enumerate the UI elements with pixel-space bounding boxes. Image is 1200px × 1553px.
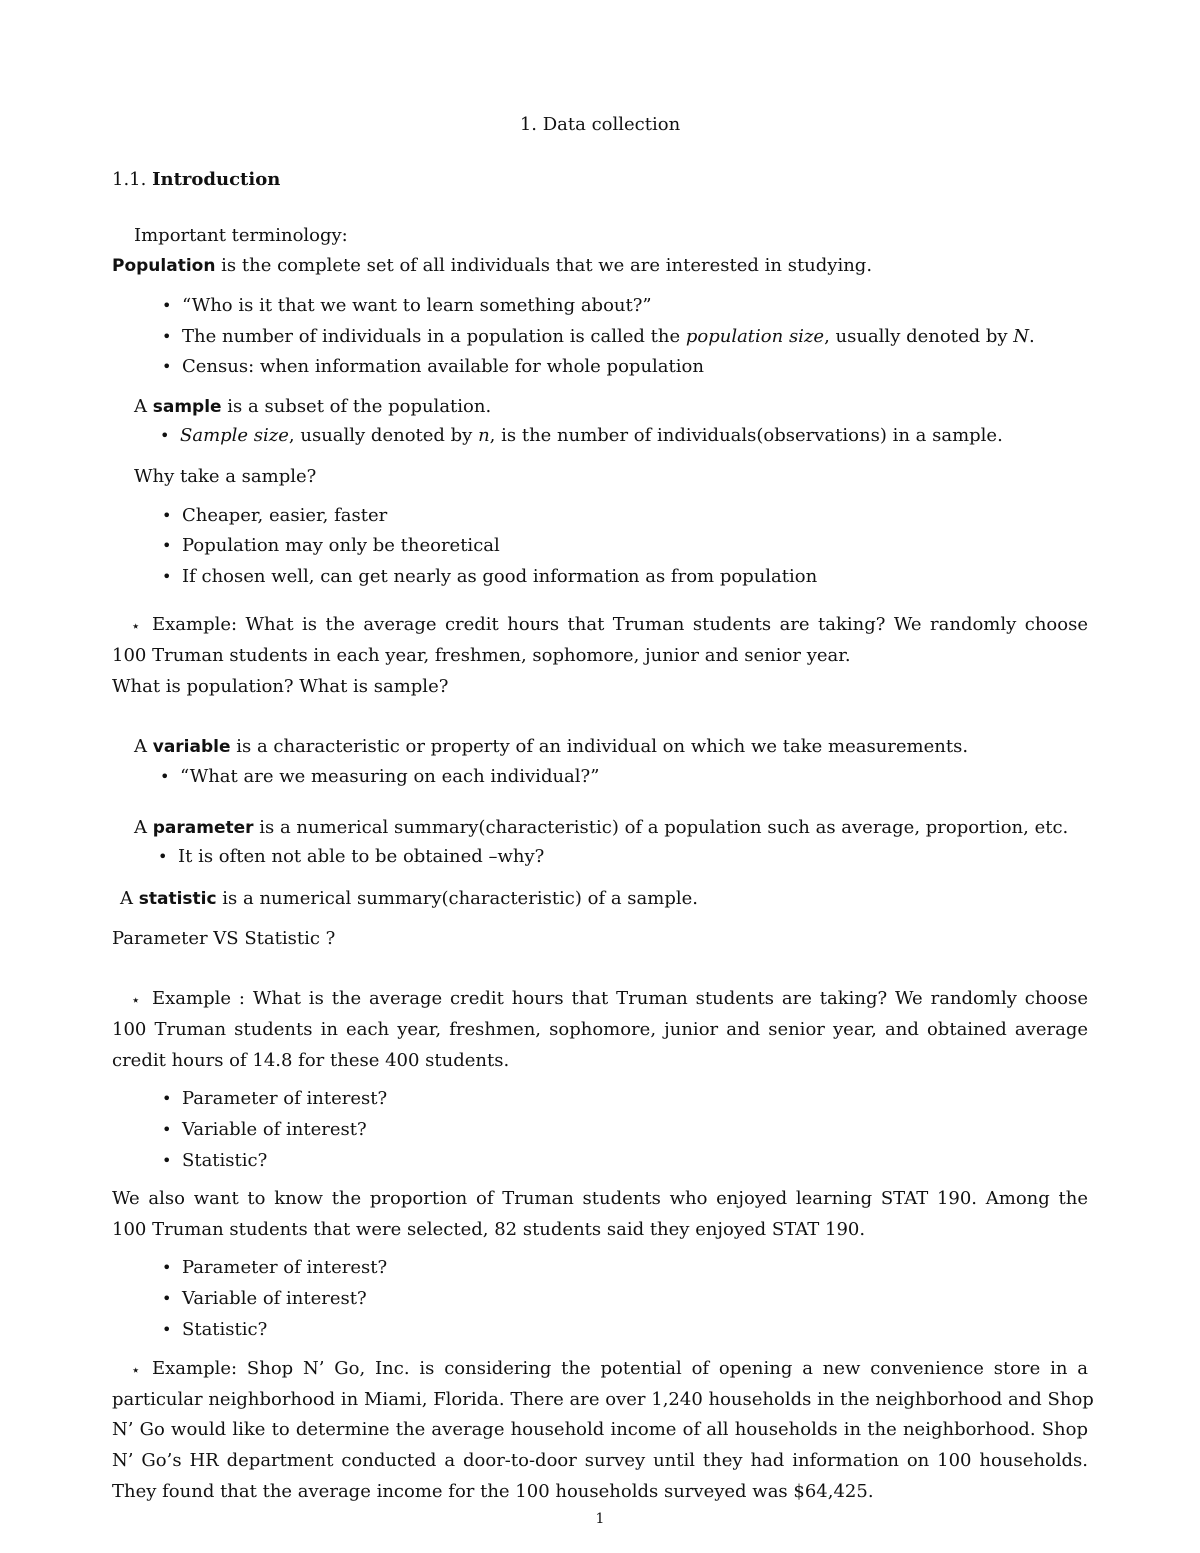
- parameter-def-text: is a numerical summary(characteristic) of a population such as average, proportion, etc.: [253, 817, 1069, 838]
- example-3-bullet-1: • Parameter of interest?: [182, 1257, 387, 1279]
- example-2-bullet-2: • Variable of interest?: [182, 1119, 367, 1141]
- population-size-term: population size: [685, 326, 825, 347]
- example-3-bullet-3: • Statistic?: [182, 1319, 267, 1341]
- example-1-line-3: What is population? What is sample?: [112, 676, 449, 697]
- population-bullet-2-mid: , usually denoted by: [824, 326, 1014, 347]
- example-2-line-1: Example : What is the average credit hours that Truman students are taking? We randomly choose: [152, 988, 1088, 1009]
- example-2-line-2: 100 Truman students in each year, freshmen, sophomore, junior and senior year, and obtained average: [112, 1019, 1088, 1040]
- star-icon: ⋆: [131, 617, 141, 635]
- sample-term: sample: [152, 397, 222, 417]
- statistic-definition: [120, 888, 698, 910]
- page-number: 1: [595, 1511, 605, 1527]
- population-bullet-2-text: The number of individuals in a population is called the: [182, 326, 686, 347]
- variable-def-text: is a characteristic or property of an individual on which we take measurements.: [230, 736, 969, 757]
- sample-def-prefix: A: [134, 396, 153, 417]
- population-size-symbol: N: [1013, 326, 1029, 347]
- parameter-vs-statistic: Parameter VS Statistic ?: [112, 928, 336, 949]
- example-3-line-2: 100 Truman students that were selected, 82 students said they enjoyed STAT 190.: [112, 1219, 866, 1240]
- variable-term: variable: [152, 737, 231, 757]
- sample-size-term: Sample size: [180, 425, 289, 446]
- example-4-line-4: N’ Go’s HR department conducted a door-to-door survey until they had information on 100 households.: [112, 1450, 1088, 1471]
- section-number: 1.1.: [112, 169, 147, 190]
- intro-text: Important terminology:: [134, 225, 348, 246]
- sample-size-symbol: n: [478, 425, 490, 446]
- statistic-term: statistic: [138, 889, 217, 909]
- example-2-line-3: credit hours of 14.8 for these 400 students.: [112, 1050, 510, 1071]
- example-4-line-2: particular neighborhood in Miami, Florida. There are over 1,240 households in the neighborhood and Shop: [112, 1389, 1094, 1410]
- example-1-line-2: 100 Truman students in each year, freshmen, sophomore, junior and senior year.: [112, 645, 851, 666]
- sample-definition: [134, 396, 491, 418]
- page-title: [0, 114, 1200, 136]
- population-term: Population: [112, 256, 216, 276]
- variable-bullet-1: • “What are we measuring on each individual?”: [180, 766, 599, 788]
- example-1-line-1: Example: What is the average credit hours that Truman students are taking? We randomly choose: [152, 614, 1088, 635]
- parameter-bullet-1: • It is often not able to be obtained –why?: [178, 846, 544, 868]
- star-icon: ⋆: [131, 991, 141, 1009]
- example-4-line-1: Example: Shop N’ Go, Inc. is considering the potential of opening a new convenience store in a: [152, 1358, 1088, 1379]
- variable-def-prefix: A: [134, 736, 153, 757]
- example-4-line-5: They found that the average income for the 100 households surveyed was $64,425.: [112, 1481, 874, 1502]
- population-bullet-2: [182, 326, 1035, 348]
- parameter-term: parameter: [152, 818, 254, 838]
- population-bullet-2-end: .: [1028, 326, 1035, 347]
- sample-bullet-end: , is the number of individuals(observations) in a sample.: [489, 425, 1003, 446]
- star-icon: ⋆: [131, 1361, 141, 1379]
- population-bullet-1: • “Who is it that we want to learn something about?”: [182, 295, 652, 317]
- parameter-def-prefix: A: [134, 817, 153, 838]
- why-question: Why take a sample?: [134, 466, 317, 487]
- sample-bullet-mid: , usually denoted by: [288, 425, 479, 446]
- parameter-definition: [134, 817, 1068, 839]
- example-3-line-1: We also want to know the proportion of Truman students who enjoyed learning STAT 190. Among the: [112, 1188, 1088, 1209]
- population-def-text: is the complete set of all individuals that we are interested in studying.: [215, 255, 873, 276]
- sample-def-text: is a subset of the population.: [221, 396, 492, 417]
- page-title-text: 1. Data collection: [519, 114, 681, 135]
- section-heading: [112, 169, 280, 191]
- example-2-bullet-1: • Parameter of interest?: [182, 1088, 387, 1110]
- section-title: Introduction: [152, 169, 281, 190]
- example-4-line-3: N’ Go would like to determine the average household income of all households in the neighborhood. Shop: [112, 1419, 1088, 1440]
- why-bullet-2: • Population may only be theoretical: [182, 535, 500, 557]
- why-bullet-3: • If chosen well, can get nearly as good information as from population: [182, 566, 817, 588]
- variable-definition: [134, 736, 968, 758]
- statistic-def-prefix: A: [120, 888, 139, 909]
- population-definition: [112, 255, 872, 277]
- why-bullet-1: • Cheaper, easier, faster: [182, 505, 387, 527]
- sample-bullet-1: [180, 425, 1003, 447]
- example-3-bullet-2: • Variable of interest?: [182, 1288, 367, 1310]
- example-2-bullet-3: • Statistic?: [182, 1150, 267, 1172]
- statistic-def-text: is a numerical summary(characteristic) of a sample.: [216, 888, 698, 909]
- population-bullet-3: • Census: when information available for whole population: [182, 356, 704, 378]
